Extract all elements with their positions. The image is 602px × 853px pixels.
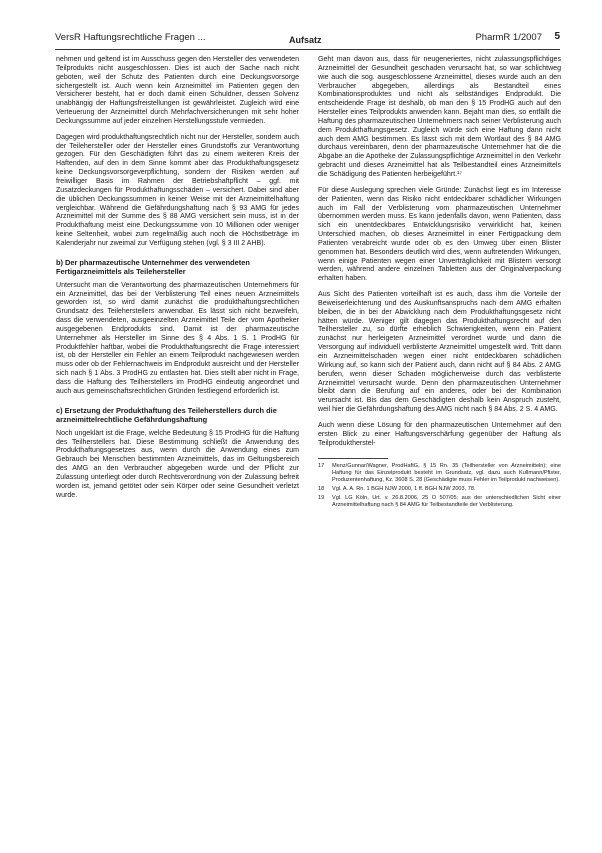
section-heading-b: b) Der pharmazeutische Unternehmer des verwendeten Fertigarzneimittels als Teilehersteller — [56, 257, 250, 276]
footnote — [318, 486, 561, 493]
right-column — [318, 56, 561, 511]
left-column — [56, 56, 299, 507]
paragraph: Aus Sicht des Patienten vorteilhaft ist es auch, dass ihm die Vorteile der Beweiserleichterung und des Auskunftsanspruchs nach dem AMG erhalten bleiben, die in bei der Abwicklung nach dem Produkthaftungsgesetz nicht hätten würde. Weniger gilt dagegen das Produkthaftungsrecht auf den Teilhersteller zu, so dürfte erheblich Schwierigkeiten, wenn ein Patient zunächst nur herleigeten Arzneimittel verordnet wurde und dann die Versorgung auf individuell verblisterte Arzneimittel umgestellt wird. Tritt dann ein Arzneimittelschaden wegen einer nicht entdeckbaren schädlichen Wirkung auf, so kann sich der Patient auch, dann nicht auf § 84 Abs. 2 AMG berufen, wenn dieser Schaden möglicherweise durch das verblisterte Arzneimittel verursacht wurde. Denn den pharmazeutischen Unternehmer bleibt dann die Berufung auf ein anderes, oder bei der Kombination verursacht ist. Bis das dem Geschädigten deshalb kein Anspruch zusteht, weil hier die Gefährdungshaftung des AMG nicht nach § 84 Abs. 2 S. 4 AMG. — [318, 291, 561, 414]
paragraph: nehmen und geltend ist im Ausschuss gegen den Hersteller des verwendeten Teilprodukts nicht ausgeschlossen. Dies ist auch der Sache nach nicht geboten, weil der Schutz des Patienten durch eine Deckungsvorsorge sichergestellt ist. Auch wenn kein Arzneimittel im Patienten gegen den Versicherer besteht, hat er doch damit einen Schuldner, dessen Solvenz unabhängig der Haftungsfreistellungen ist gewährleistet. Zugleich wird eine Verteuerung der Arzneimittel durch Mehrfachversicherungen mit sehr hoher Deckungssumme auf jeder einzelnen Herstellungsstufe vermieden. — [56, 56, 299, 125]
header-issue: PharmR 1/2007 — [475, 32, 542, 43]
header-rule — [55, 49, 560, 50]
paragraph: Untersucht man die Verantwortung des pharmazeutischen Unternehmers für ein Arzneimittel, das bei der Verblisterung Teil eines neuen Arzneimittels geworden ist, so wird damit zunächst die produkthaftungsrechtlichen Grundsatz des Teileherstellers anwendbar. Es lässt sich nicht bezweifeln, dass die verwendeten, ausgeeinzelten Arzneimittel Teile der vom Apotheker ausgegebenen Endprodukts sind. Damit ist der pharmazeutische Unternehmer als Hersteller im Sinne des § 4 Abs. 1 S. 1 ProdHG für Produktfehler haftbar, wobei die Produkthaftungsrecht die Frage interessiert ist, ob der Hersteller ein Fehler an einem Teilprodukt nachgewiesen werden muss oder ob der Fehlernachweis im Endprodukt ausreicht und der Hersteller sich nach § 1 Abs. 3 ProdHG zu entlasten hat. Dies stellt aber nicht in Frage, dass die Haftung des Teilherstellers im ProdHG eindeutig angeordnet und auch aus gemeinschaftsrechtlichen Gründen festliegend erforderlich ist. — [56, 281, 299, 395]
header-section-label: Aufsatz — [289, 35, 322, 45]
footnote — [318, 495, 561, 509]
paragraph: Dagegen wird produkthaftungsrechtlich nicht nur der Hersteller, sondern auch der Teilehersteller oder der Hersteller eines Grundstoffs zur Verantwortung gezogen. Für den Geschädigten führt das zu einem weiteren Kreis der Haftenden, auf den in dem Sinne kommt aber das Produkthaftungsgesetz keine Deckungsvorsorgeverpflichtung, sondern der Risiken werden auf freiwilliger Basis im Rahmen der Betriebshaftpflicht – ggf. mit Zusatzdeckungen für Produkthaftungsschäden – versichert. Dabei sind aber die üblichen Deckungssummen in keiner Weise mit der Arzneimittelhaftung vergleichbar. Während die Gefährdungshaftung nach § 93 AMG für jedes Arzneimittel mit der Summe des § 88 AMG versichert sein muss, ist in der Produkthaftung meist eine Deckungssumme von 10 Millionen oder weniger keine Seltenheit, wobei zum regelmäßig auch noch die Höchstbeträge im Kalenderjahr nur zweimal zur Verfügung stehen (vgl. § 3 III 2 AHB). — [56, 133, 299, 247]
page-number: 5 — [554, 31, 560, 42]
footnote-text: Vgl. LG Köln, Urt. v. 26.8.2006, 25 O 507/05; aus der unterschiedlichen Sicht einer Arzneimittelhaftung nach § 84 AMG für Teilbestandteile der Verblisterung. — [332, 495, 561, 509]
footnote-number: 19 — [318, 495, 325, 502]
paragraph: Für diese Auslegung sprechen viele Gründe: Zunächst liegt es im Interesse der Patienten, wenn das Risiko nicht entdeckbarer schädlicher Wirkungen auch im Fall der Verblisterung vom pharmazeutischen Unternehmer übernommen werden muss. Es kann jedenfalls davon, wenn Patienten, dass sich ein unentdeckbares Entwicklungsrisiko verwirklicht hat, keinen Unterschied machen, ob dieses Arzneimittel in einer Fertigpackung dem Patienten verabreicht wurde oder ob es den Umweg über einen Blister genommen hat. Besonders deutlich wird dies, wenn auftretenden Wirkungen, wenn einige Patienten wegen einer Unverträglichkeit mit Blistern versorgt werden, während andere einzelnen Tabletten aus der Originalverpackung erhalten haben. — [318, 186, 561, 283]
footnote-text: Vgl. A. A. Rn. 1 BGH NJW 2000, 1 ff. BGH NJW 2003, 78. — [332, 486, 476, 493]
footnote-rule — [318, 458, 388, 459]
paragraph: Auch wenn diese Lösung für den pharmazeutischen Unternehmer auf den ersten Blick zu einer Haftungsverschärfung gegenüber der Haftung als Teilproduktherstel- — [318, 421, 561, 447]
paragraph: Noch ungeklärt ist die Frage, welche Bedeutung § 15 ProdHG für die Haftung des Teilherstellers hat. Diese Bestimmung schließt die Anwendung des Produkthaftungsgesetzes aus, wenn durch die Anwendung eines zum Gebrauch bei Menschen bestimmten Arzneimittels, das im Geltungsbereich des AMG an den Verbraucher abgegeben wurde und der Pflicht zur Zulassung unterliegt oder durch Rechtsverordnung von der Zulassung befreit worden ist, jemand getötet oder sein Körper oder seine Gesundheit verletzt wurde. — [56, 429, 299, 499]
footnote-number: 18 — [318, 486, 325, 493]
footnote-number: 17 — [318, 463, 325, 470]
header-journal-section: VersR Haftungsrechtliche Fragen ... — [55, 32, 206, 43]
running-header — [55, 30, 560, 50]
footnote — [318, 463, 561, 484]
section-heading-c: c) Ersetzung der Produkthaftung des Teileherstellers durch die arzneimittelrechtliche Gefährdungshaftung — [56, 405, 277, 424]
paragraph: Geht man davon aus, dass für neugeneriertes, nicht zulassungspflichtiges Arzneimittel der Gesundheit geschaden verursacht hat, so war schlichtweg wie auch die sog. ausgeschlossene Arzneimittel, dieses wurde auch an den Verbraucher abgegeben, allerdings als Bestandteil eines Kombinationsproduktes und nicht als selbständiges Endprodukt. Die entscheidende Frage ist deshalb, ob man den § 15 ProdHG auch auf den Hersteller eines Teilprodukts anwenden kann. Bejaht man dies, so entfällt die Haftung des pharmazeutischen Unternehmers nach seiner Verblisterung auch dem Produkthaftungsgesetz. Zugleich würde sich eine Haftung dann nicht auch dem AMG bestimmen. Es lässt sich mit dem Wortlaut des § 84 AMG durchaus vereinbaren, denn der pharmazeutische Unternehmer hat die die Abgabe an die Apotheke der Zulassungspflichtige Arzneimittel in den Verkehr gebracht und dieses Arzneimittel hat als Teilbestandteil eines Arzneimittels die Schädigung des Patienten herbeigeführt.¹⁷ — [318, 56, 561, 178]
footnote-text: Menz/Gunnar/Wagner, ProdHaftG, § 15 Rn. 35 (Teilhersteller von Arzneimitteln); eine Haftung für das Einzelprodukt besteht im Grundsatz, vgl. dazu auch Kullmann/Pfister, Produzentenhaftung, Kz. 3608 S. 28 (Geschädigte muss Fehler im Teilprodukt nachweisen). — [332, 463, 561, 484]
